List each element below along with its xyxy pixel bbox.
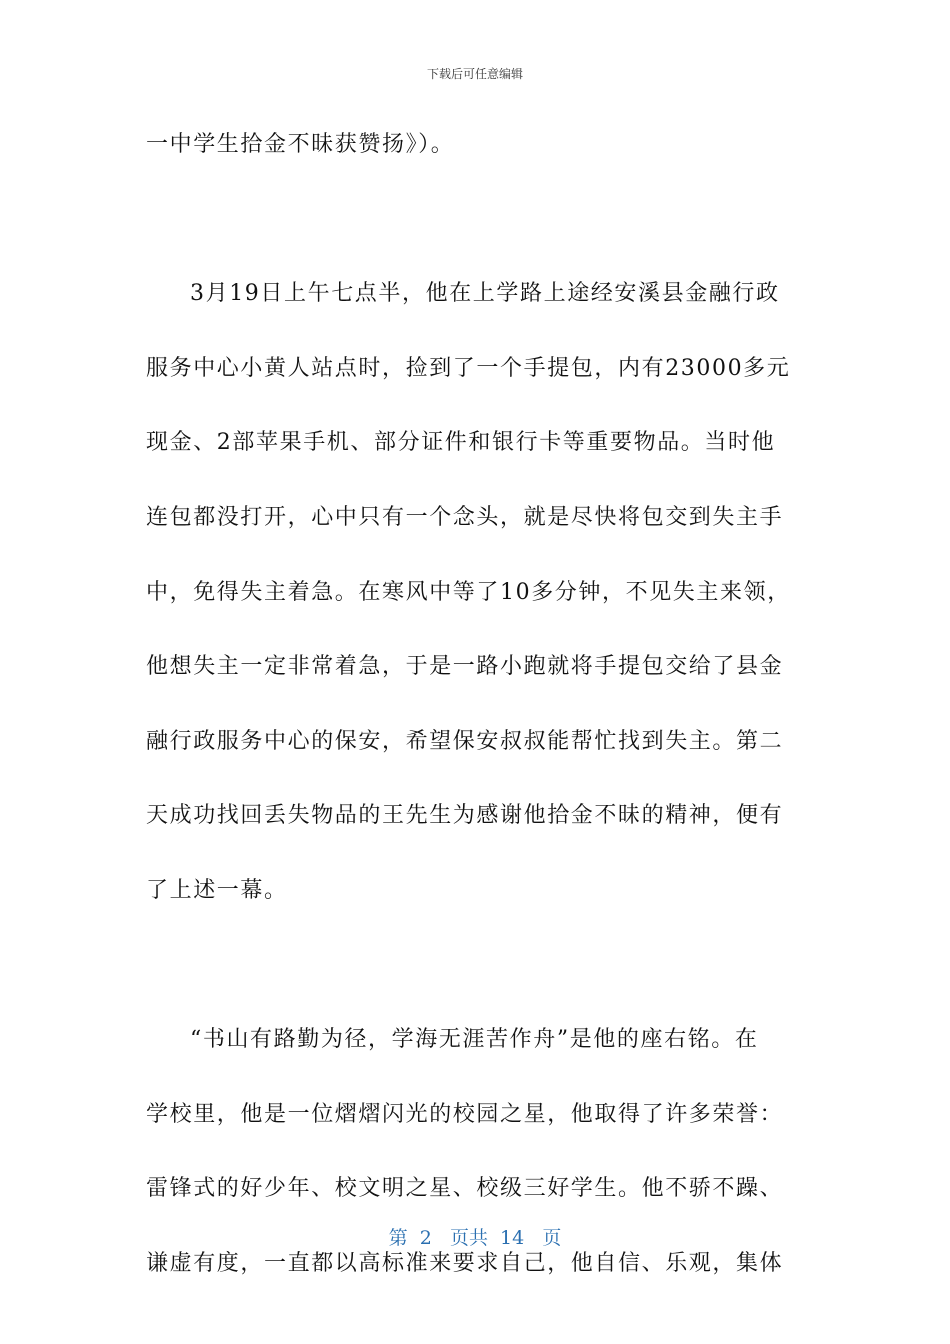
page-footer xyxy=(0,1225,950,1251)
text-line: 他想失主一定非常着急，于是一路小跑就将手提包交给了县金 xyxy=(146,654,784,680)
text-line: 3月19日上午七点半，他在上学路上途经安溪县金融行政 xyxy=(190,281,780,307)
text-line: 天成功找回丢失物品的王先生为感谢他拾金不昧的精神，便有 xyxy=(146,803,784,829)
footer-total-pages: 14 xyxy=(500,1227,525,1249)
footer-prefix: 第 xyxy=(388,1227,408,1249)
text-line: 了上述一幕。 xyxy=(146,877,288,903)
paragraph-gap xyxy=(146,933,806,1008)
text-line: 连包都没打开，心中只有一个念头，就是尽快将包交到失主手 xyxy=(146,504,784,530)
text-line: 谦虚有度，一直都以高标准来要求自己，他自信、乐观，集体 xyxy=(146,1250,784,1276)
text-line: 一中学生拾金不昧获赞扬》）。 xyxy=(146,132,455,157)
text-line: 服务中心小黄人站点时，捡到了一个手提包，内有23000多元 xyxy=(146,355,791,381)
text-line: 学校里，他是一位熠熠闪光的校园之星，他取得了许多荣誉： xyxy=(146,1101,784,1127)
text-line: 融行政服务中心的保安，希望保安叔叔能帮忙找到失主。第二 xyxy=(146,728,784,754)
paragraph-gap xyxy=(146,187,806,262)
text-line: “书山有路勤为径，学海无涯苦作舟”是他的座右铭。在 xyxy=(190,1027,759,1053)
text-line: 雷锋式的好少年、校文明之星、校级三好学生。他不骄不躁、 xyxy=(146,1176,784,1202)
footer-middle: 页共 xyxy=(449,1227,488,1249)
footer-page-number: 2 xyxy=(419,1227,432,1249)
page-header: 下载后可任意编辑 xyxy=(426,67,523,81)
document-body xyxy=(146,112,806,1306)
text-line: 现金、2部苹果手机、部分证件和银行卡等重要物品。当时他 xyxy=(146,430,776,456)
text-line: 中，免得失主着急。在寒风中等了10多分钟，不见失主来领， xyxy=(146,579,791,605)
footer-suffix: 页 xyxy=(542,1227,562,1249)
